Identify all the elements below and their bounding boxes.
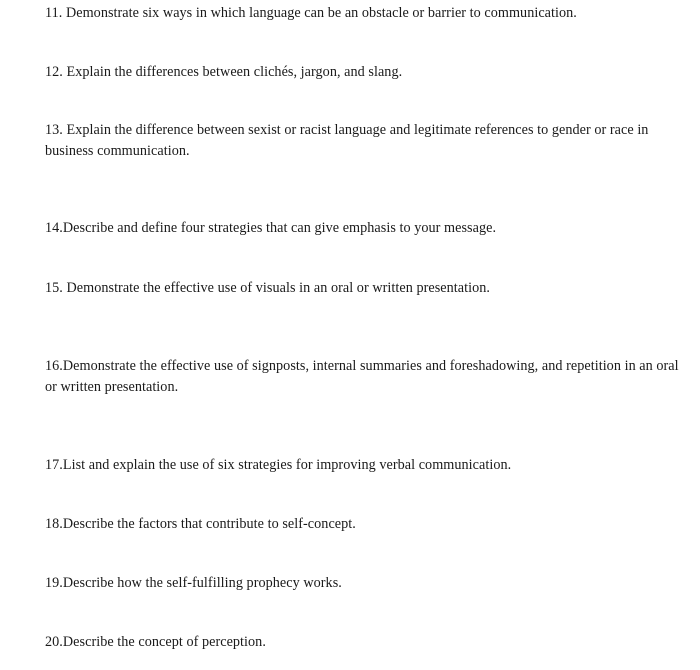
question-12: 12. Explain the differences between clichés, jargon, and slang. — [45, 64, 403, 80]
question-19: 19.Describe how the self-fulfilling prophecy works. — [45, 575, 342, 591]
question-13: 13. Explain the difference between sexist or racist language and legitimate references to gender or race in business communication. — [45, 122, 649, 159]
question-20: 20.Describe the concept of perception. — [45, 634, 266, 650]
question-16: 16.Demonstrate the effective use of signposts, internal summaries and foreshadowing, and repetition in an oral or written presentation. — [45, 358, 679, 395]
question-11: 11. Demonstrate six ways in which language can be an obstacle or barrier to communication. — [45, 5, 577, 21]
question-18: 18.Describe the factors that contribute to self-concept. — [45, 516, 356, 532]
question-14: 14.Describe and define four strategies that can give emphasis to your message. — [45, 220, 497, 236]
question-17: 17.List and explain the use of six strategies for improving verbal communication. — [45, 457, 512, 473]
question-15: 15. Demonstrate the effective use of visuals in an oral or written presentation. — [45, 280, 490, 296]
